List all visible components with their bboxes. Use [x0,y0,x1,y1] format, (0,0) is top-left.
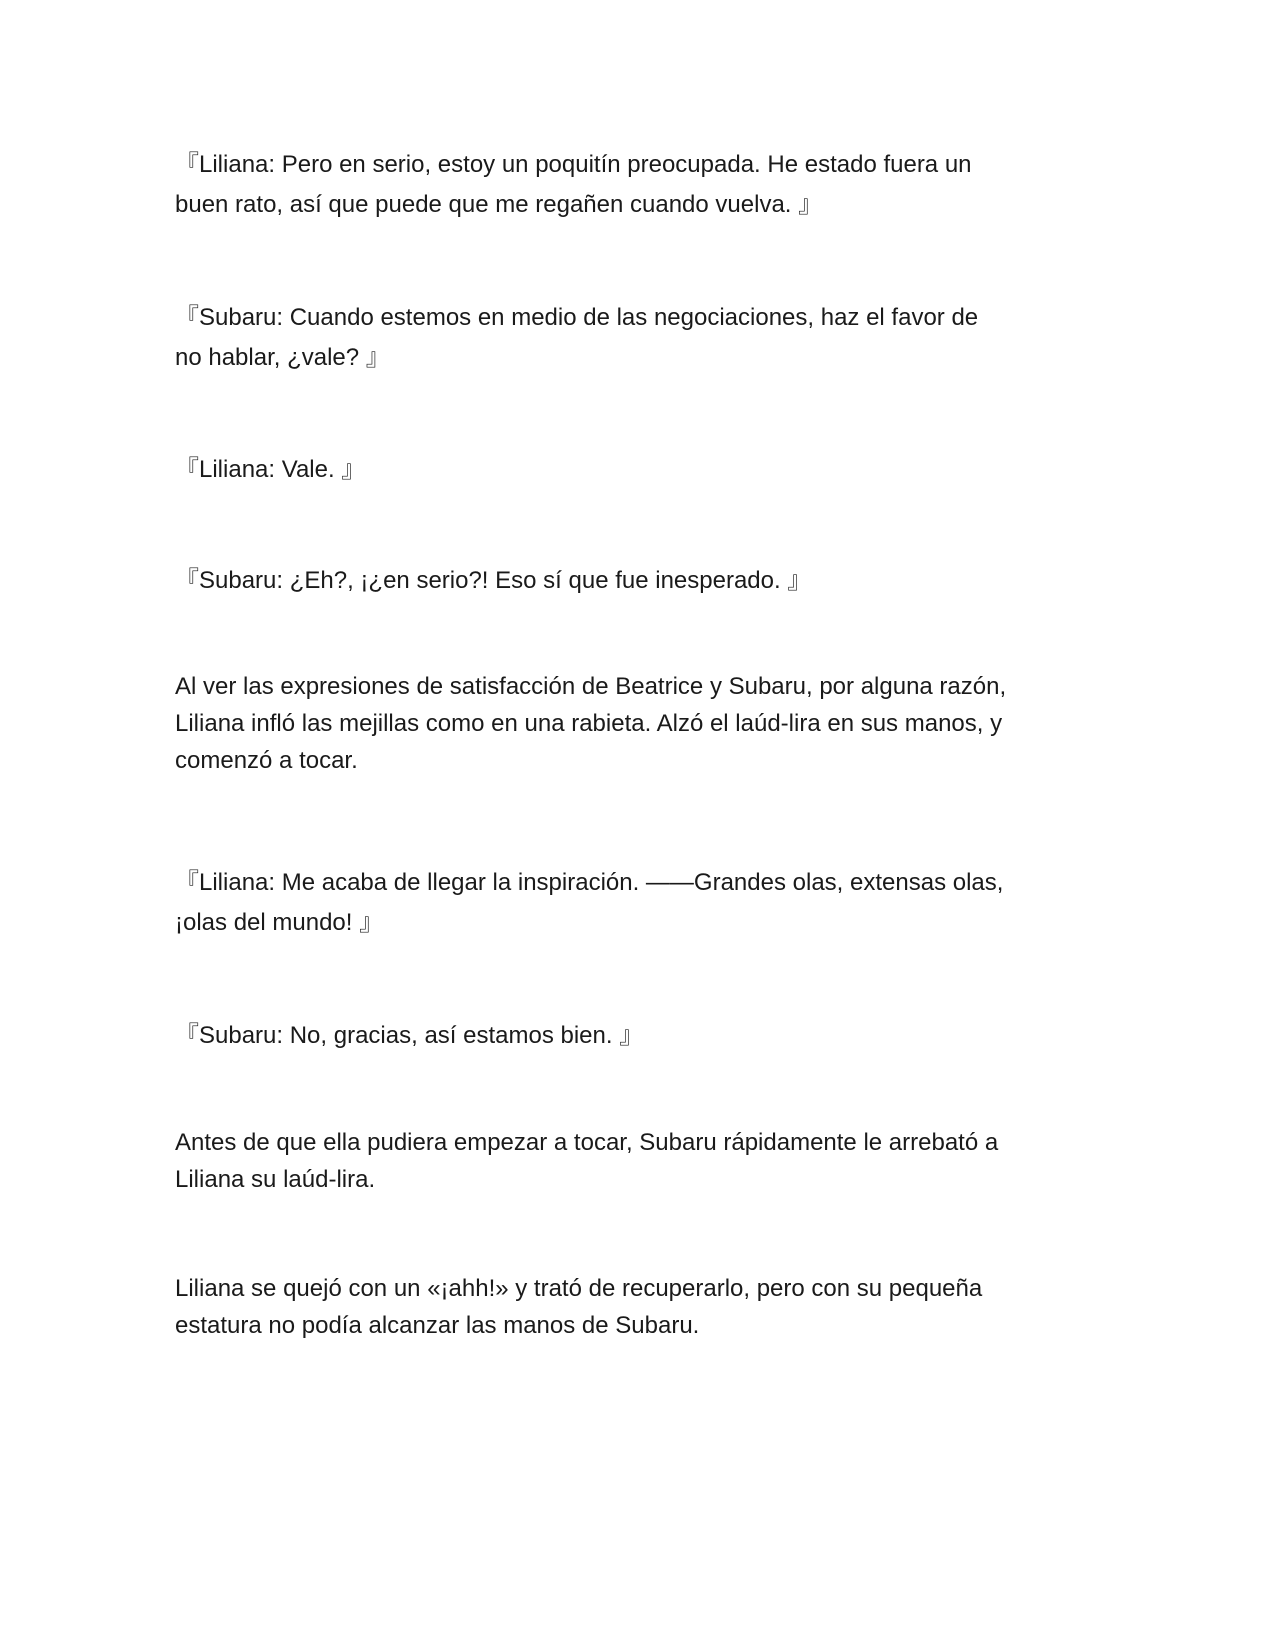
dialogue-liliana-inspiration: 『Liliana: Me acaba de llegar la inspiración. ——Grandes olas, extensas olas, ¡olas del mundo! 』 [175,869,1004,936]
dialogue-subaru-surprised: 『Subaru: ¿Eh?, ¡¿en serio?! Eso sí que fue inesperado. 』 [175,567,812,594]
narration-subaru-snatches-lute: Antes de que ella pudiera empezar a tocar, Subaru rápidamente le arrebató a Liliana su laúd-lira. [175,1129,999,1193]
dialogue-subaru-no-thanks: 『Subaru: No, gracias, así estamos bien. 』 [175,1022,644,1049]
dialogue-liliana-worried: 『Liliana: Pero en serio, estoy un poquitín preocupada. He estado fuera un buen rato, así que puede que me regañen cuando vuelva. 』 [175,151,972,218]
dialogue-subaru-negotiations: 『Subaru: Cuando estemos en medio de las negociaciones, haz el favor de no hablar, ¿vale? 』 [175,304,979,371]
narration-liliana-pouts: Al ver las expresiones de satisfacción de Beatrice y Subaru, por alguna razón, Liliana infló las mejillas como en una rabieta. Alzó el laúd-lira en sus manos, y comenzó a tocar. [175,673,1007,774]
dialogue-liliana-vale: 『Liliana: Vale. 』 [175,456,366,483]
narration-liliana-complains: Liliana se quejó con un «¡ahh!» y trató de recuperarlo, pero con su pequeña estatura no podía alcanzar las manos de Subaru. [175,1275,983,1339]
